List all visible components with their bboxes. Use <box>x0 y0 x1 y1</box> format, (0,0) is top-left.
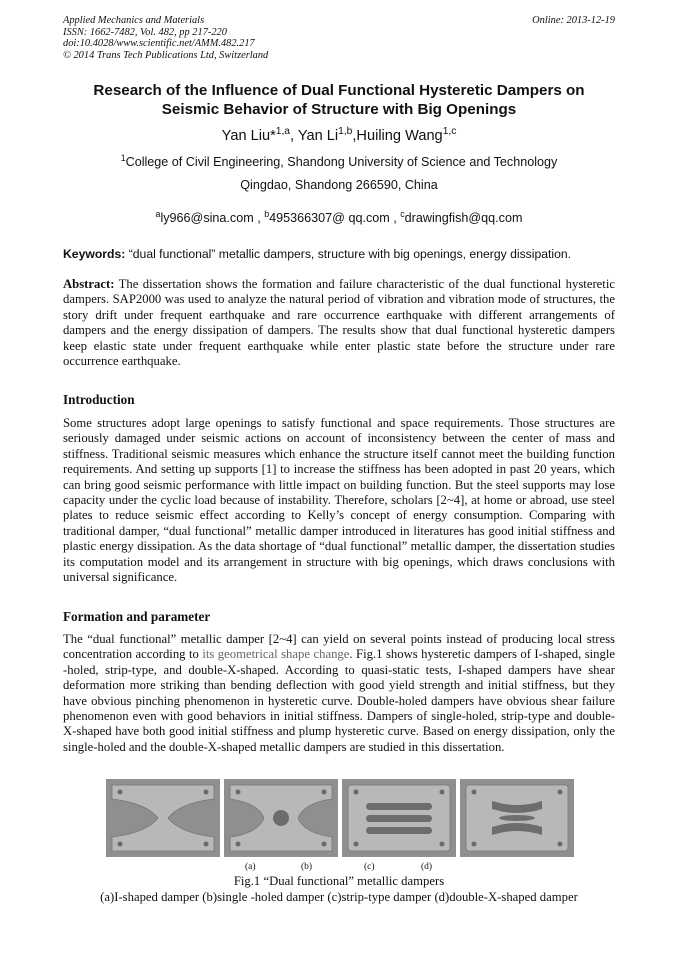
author-name: Yan Li <box>297 128 339 144</box>
formation-text-gray: its geometrical shape change <box>202 647 350 662</box>
formation-heading: Formation and parameter <box>63 609 211 624</box>
affiliation-line-2: Qingdao, Shandong 266590, China <box>240 178 438 192</box>
title-line-2: Seismic Behavior of Structure with Big Openings <box>161 101 517 118</box>
keywords-label: Keywords: <box>63 247 126 261</box>
email-link[interactable]: drawingfish@qq.com <box>404 211 523 225</box>
single-holed-damper-photo <box>224 779 338 857</box>
figure-letter-c: (c) <box>364 862 375 872</box>
author-list <box>63 128 615 144</box>
author-sup: 1,c <box>442 126 457 138</box>
author-sup: 1,a <box>275 126 290 138</box>
figure-caption: Fig.1 “Dual functional” metallic dampers <box>233 874 445 888</box>
email-sup: a <box>155 208 161 219</box>
affiliation-sup: 1 <box>120 152 126 163</box>
doi-line: doi:10.4028/www.scientific.net/AMM.482.217 <box>63 38 255 50</box>
author-name: Yan Liu* <box>221 128 276 144</box>
author-name: Huiling Wang <box>356 128 443 144</box>
i-shaped-damper-image <box>106 779 220 857</box>
email-link[interactable]: ly966@sina.com , <box>160 211 265 225</box>
formation-text-b: . Fig.1 shows hysteretic dampers of I-shaped, single -holed, strip-type, and double-X-shaped. According to quasi-static tests, I-shaped dampers have shear deformation more striking than bending deflection with good yield strength and initial stiffness, but they have obvious pinching phenomenon in hysteretic curve. Double-holed dampers have obvious shear failure phenomenon even with good behaviors in initial stiffness. Dampers of single-holed, strip-type and double-X-shaped have both good initial stiffness and plump hysteretic curve. Based on energy dissipation, only the single-holed and the double-X-shaped metallic dampers are studied in this dissertation. <box>63 647 616 754</box>
paper-title <box>63 81 615 119</box>
email-list <box>63 208 615 225</box>
introduction-heading: Introduction <box>63 392 135 407</box>
introduction-text: Some structures adopt large openings to satisfy functional and space requirements. Those structures are seriously damaged under seismic actions on account of inconsistency between the center of mass and stiffness. Traditional seismic measures which enhance the structure itself cannot meet the building function requirements. And setting up supports [1] to increase the stiffness has been adopted in past 20 years, which can bring good seismic performance with little impact on building function. But the steel supports may lose capacity under the cyclic load because of instability. Therefore, scholars [2~4], at home or abroad, use steel plates to reduce seismic effect according to Kelly’s concept of energy consumption. Comparing with traditional damper, “dual functional” metallic damper introduced in literatures has good initial stiffness and plastic energy dissipation. As the data shortage of “dual functional” metallic damper, the dissertation studies its computation model and its arrangement in structure with big openings, which draws conclusions with universal significance. <box>63 416 615 585</box>
figure-letter-d: (d) <box>421 862 433 872</box>
abstract-label: Abstract: <box>63 277 115 291</box>
keywords-text: “dual functional” metallic dampers, structure with big openings, energy dissipation. <box>125 247 572 261</box>
single-holed-damper-image <box>224 779 338 857</box>
online-date: Online: 2013-12-19 <box>532 15 615 26</box>
strip-type-damper-image <box>342 779 456 857</box>
title-line-1: Research of the Influence of Dual Functional Hysteretic Dampers on <box>93 82 585 99</box>
author-sep: , <box>289 128 298 144</box>
copyright-line: © 2014 Trans Tech Publications Ltd, Switzerland <box>63 49 269 61</box>
abstract-text: The dissertation shows the formation and failure characteristic of the dual functional hysteretic dampers. SAP2000 was used to analyze the natural period of vibration and vibration mode of structures, the story drift under frequent earthquake and rare occurrence earthquake with different arrangements of dampers and the energy dissipation of dampers. The results show that dual functional hysteretic dampers keep elastic state under frequent earthquake while enter plastic state before the structure under rare occurrence earthquake. <box>63 277 615 369</box>
double-x-shaped-damper-photo <box>460 779 574 857</box>
figure-subcaption: (a)I-shaped damper (b)single -holed damper (c)strip-type damper (d)double-X-shaped damper <box>100 890 578 904</box>
abstract <box>63 277 615 369</box>
double-x-shaped-damper-image <box>460 779 574 857</box>
journal-name: Applied Mechanics and Materials <box>63 15 205 26</box>
affiliation-text: College of Civil Engineering, Shandong University of Science and Technology <box>125 155 558 169</box>
email-link[interactable]: 495366307@ qq.com , <box>269 211 401 225</box>
formation-text <box>63 632 615 755</box>
email-sup: b <box>264 208 270 219</box>
affiliation-line-1 <box>63 152 615 169</box>
figure-letter-b: (b) <box>301 862 313 872</box>
formation-text-a: The “dual functional” metallic damper [2~4] can yield on several points instead of producing local stress concentration according to <box>63 632 615 662</box>
figure-letter-a: (a) <box>245 862 256 872</box>
running-header <box>63 15 615 61</box>
author-sup: 1,b <box>338 126 353 138</box>
keywords <box>63 247 623 261</box>
issn-line: ISSN: 1662-7482, Vol. 482, pp 217-220 <box>63 26 227 38</box>
i-shaped-damper-photo <box>106 779 220 857</box>
strip-type-damper-photo <box>342 779 456 857</box>
email-sup: c <box>400 208 405 219</box>
author-sep: , <box>352 128 357 144</box>
